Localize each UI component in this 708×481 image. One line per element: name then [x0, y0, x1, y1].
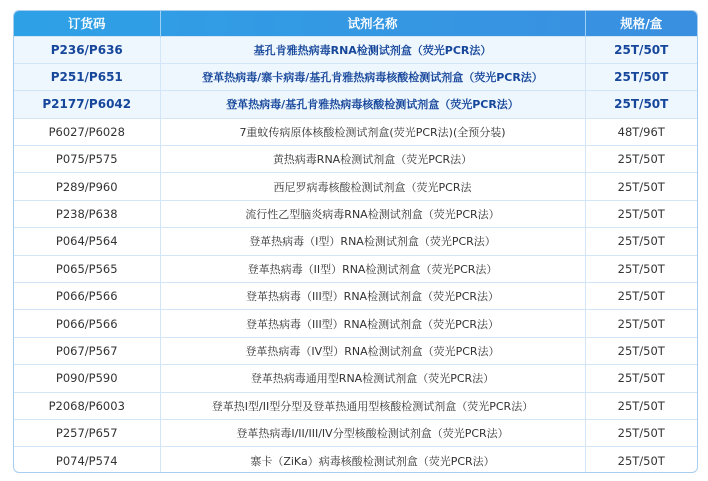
table-row	[14, 228, 697, 255]
spec-cell: 25T/50T	[585, 228, 697, 255]
spec-cell: 25T/50T	[585, 173, 697, 200]
order-code-cell: P074/P574	[14, 447, 160, 473]
order-code-cell: P289/P960	[14, 173, 160, 200]
table-row	[14, 283, 697, 310]
table-row	[14, 63, 697, 90]
reagent-name-cell: 西尼罗病毒核酸检测试剂盒（荧光PCR法	[160, 173, 585, 200]
column-header-spec: 规格/盒	[585, 11, 697, 36]
reagent-name-cell: 7重蚊传病原体核酸检测试剂盒(荧光PCR法)(全预分装)	[160, 118, 585, 145]
spec-cell: 25T/50T	[585, 447, 697, 473]
reagent-name-cell: 登革热病毒（I型）RNA检测试剂盒（荧光PCR法）	[160, 228, 585, 255]
reagent-name-cell: 登革热病毒通用型RNA检测试剂盒（荧光PCR法）	[160, 365, 585, 392]
table-row	[14, 447, 697, 473]
table-row	[14, 310, 697, 337]
order-code-cell: P257/P657	[14, 419, 160, 446]
reagent-name-cell: 寨卡（ZiKa）病毒核酸检测试剂盒（荧光PCR法）	[160, 447, 585, 473]
order-code-cell: P251/P651	[14, 63, 160, 90]
order-code-cell: P2068/P6003	[14, 392, 160, 419]
table-row	[14, 392, 697, 419]
table-row	[14, 118, 697, 145]
reagent-name-cell: 登革热病毒I/II/III/IV分型核酸检测试剂盒（荧光PCR法）	[160, 419, 585, 446]
reagent-name-cell: 流行性乙型脑炎病毒RNA检测试剂盒（荧光PCR法）	[160, 200, 585, 227]
spec-cell: 25T/50T	[585, 337, 697, 364]
spec-cell: 25T/50T	[585, 419, 697, 446]
table-row	[14, 337, 697, 364]
reagent-name-cell: 登革热病毒（IV型）RNA检测试剂盒（荧光PCR法）	[160, 337, 585, 364]
order-code-cell: P236/P636	[14, 36, 160, 63]
table-row	[14, 419, 697, 446]
column-header-reagent-name: 试剂名称	[160, 11, 585, 36]
reagent-name-cell: 登革热病毒/基孔肯雅热病毒核酸检测试剂盒（荧光PCR法）	[160, 91, 585, 118]
spec-cell: 25T/50T	[585, 146, 697, 173]
order-code-cell: P066/P566	[14, 283, 160, 310]
order-code-cell: P075/P575	[14, 146, 160, 173]
spec-cell: 25T/50T	[585, 63, 697, 90]
spec-cell: 25T/50T	[585, 283, 697, 310]
order-code-cell: P067/P567	[14, 337, 160, 364]
order-code-cell: P066/P566	[14, 310, 160, 337]
table-header-row	[14, 11, 697, 36]
table-body	[14, 36, 697, 473]
table-row	[14, 173, 697, 200]
reagent-name-cell: 黄热病毒RNA检测试剂盒（荧光PCR法）	[160, 146, 585, 173]
spec-cell: 25T/50T	[585, 36, 697, 63]
spec-cell: 25T/50T	[585, 91, 697, 118]
table-row	[14, 91, 697, 118]
reagent-name-cell: 登革热病毒（III型）RNA检测试剂盒（荧光PCR法）	[160, 310, 585, 337]
order-code-cell: P090/P590	[14, 365, 160, 392]
spec-cell: 25T/50T	[585, 365, 697, 392]
order-code-cell: P065/P565	[14, 255, 160, 282]
product-table	[14, 11, 697, 473]
order-code-cell: P6027/P6028	[14, 118, 160, 145]
table-row	[14, 36, 697, 63]
reagent-name-cell: 登革热I型/II型分型及登革热通用型核酸检测试剂盒（荧光PCR法）	[160, 392, 585, 419]
spec-cell: 25T/50T	[585, 392, 697, 419]
order-code-cell: P238/P638	[14, 200, 160, 227]
table-row	[14, 255, 697, 282]
column-header-order-code: 订货码	[67, 16, 106, 32]
spec-cell: 48T/96T	[585, 118, 697, 145]
table-row	[14, 146, 697, 173]
reagent-name-cell: 登革热病毒/寨卡病毒/基孔肯雅热病毒核酸检测试剂盒（荧光PCR法）	[160, 63, 585, 90]
product-table-container	[13, 10, 698, 473]
reagent-name-cell: 基孔肯雅热病毒RNA检测试剂盒（荧光PCR法）	[160, 36, 585, 63]
spec-cell: 25T/50T	[585, 200, 697, 227]
spec-cell: 25T/50T	[585, 310, 697, 337]
order-code-cell: P064/P564	[14, 228, 160, 255]
reagent-name-cell: 登革热病毒（II型）RNA检测试剂盒（荧光PCR法）	[160, 255, 585, 282]
spec-cell: 25T/50T	[585, 255, 697, 282]
reagent-name-cell: 登革热病毒（III型）RNA检测试剂盒（荧光PCR法）	[160, 283, 585, 310]
order-code-cell: P2177/P6042	[14, 91, 160, 118]
table-row	[14, 365, 697, 392]
table-row	[14, 200, 697, 227]
